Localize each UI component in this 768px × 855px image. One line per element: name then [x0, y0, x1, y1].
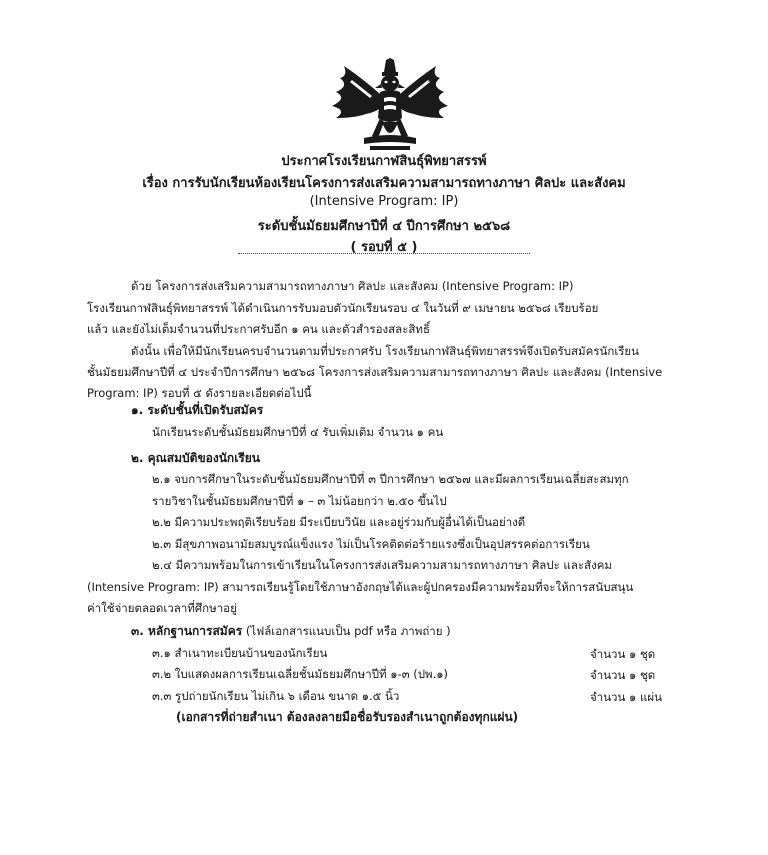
document-item: ๓.๑ สำเนาทะเบียนบ้านของนักเรียน — [152, 646, 328, 660]
qualification-2-1-line1: ๒.๑ จบการศึกษาในระดับชั้นมัธยมศึกษาปีที่ ๓ ปีการศึกษา ๒๕๖๗ และมีผลการเรียนเฉลี่ยสะสมทุก — [152, 472, 629, 486]
announcement-title: ประกาศโรงเรียนกาฬสินธุ์พิทยาสรรพ์ — [281, 154, 487, 169]
grade-level: ระดับชั้นมัธยมศึกษาปีที่ ๔ ปีการศึกษา ๒๕๖๘ — [257, 219, 511, 234]
intro-p2-line2: ชั้นมัธยมศึกษาปีที่ ๔ ประจำปีการศึกษา ๒๕๖๘ โครงการส่งเสริมความสามารถทางภาษา ศิลปะ และสังคม (Intensive — [87, 365, 663, 379]
document-item-qty: จำนวน ๑ ชุด — [590, 668, 656, 682]
certification-note: (เอกสารที่ถ่ายสำเนา ต้องลงลายมือชื่อรับรองสำเนาถูกต้องทุกแผ่น) — [176, 710, 519, 724]
dotted-divider — [238, 253, 530, 254]
announcement-subject: เรื่อง การรับนักเรียนห้องเรียนโครงการส่งเสริมความสามารถทางภาษา ศิลปะ และสังคม — [142, 176, 626, 191]
qualification-2-3: ๒.๓ มีสุขภาพอนามัยสมบูรณ์แข็งแรง ไม่เป็นโรคติดต่อร้ายแรงซึ่งเป็นอุปสรรคต่อการเรียน — [152, 537, 590, 551]
garuda-emblem-icon — [326, 58, 454, 152]
intro-p1-line2: โรงเรียนกาฬสินธุ์พิทยาสรรพ์ ได้ดำเนินการรับมอบตัวนักเรียนรอบ ๔ ในวันที่ ๙ เมษายน ๒๕๖๘ เรียบร้อย — [87, 301, 599, 315]
qualification-2-4-line1: ๒.๔ มีความพร้อมในการเข้าเรียนในโครงการส่งเสริมความสามารถทางภาษา ศิลปะ และสังคม — [152, 558, 612, 572]
document-item: ๓.๓ รูปถ่ายนักเรียน ไม่เกิน ๖ เดือน ขนาด ๑.๕ นิ้ว — [152, 689, 400, 703]
intro-p2-line1: ดังนั้น เพื่อให้มีนักเรียนครบจำนวนตามที่ประกาศรับ โรงเรียนกาฬสินธุ์พิทยาสรรพ์จึงเปิดรับสมัครนักเรียน — [131, 344, 640, 358]
section3-heading-note: (ไฟล์เอกสารแนบเป็น pdf หรือ ภาพถ่าย ) — [242, 624, 451, 638]
round-number: ( รอบที่ ๕ ) — [350, 240, 418, 255]
intro-p1-line1: ด้วย โครงการส่งเสริมความสามารถทางภาษา ศิลปะ และสังคม (Intensive Program: IP) — [131, 279, 574, 293]
document-item-qty: จำนวน ๑ แผ่น — [590, 690, 662, 704]
qualification-2-4-line3: ค่าใช้จ่ายตลอดเวลาที่ศึกษาอยู่ — [87, 601, 237, 615]
intro-p2-line3: Program: IP) รอบที่ ๕ ดังรายละเอียดต่อไปนี้ — [87, 386, 312, 400]
qualification-2-1-line2: รายวิชาในชั้นมัธยมศึกษาปีที่ ๑ – ๓ ไม่น้อยกว่า ๒.๕๐ ขึ้นไป — [152, 494, 447, 508]
section3-heading: ๓. หลักฐานการสมัคร — [131, 624, 243, 638]
document-item: ๓.๒ ใบแสดงผลการเรียนเฉลี่ยชั้นมัธยมศึกษาปีที่ ๑-๓ (ปพ.๑) — [152, 667, 449, 681]
section1-heading: ๑. ระดับชั้นที่เปิดรับสมัคร — [131, 403, 264, 417]
section3-heading-row — [131, 624, 451, 638]
program-name: (Intensive Program: IP) — [309, 194, 459, 209]
section1-text: นักเรียนระดับชั้นมัธยมศึกษาปีที่ ๔ รับเพิ่มเติม จำนวน ๑ คน — [152, 425, 444, 439]
qualification-2-4-line2: (Intensive Program: IP) สามารถเรียนรู้โดยใช้ภาษาอังกฤษได้และผู้ปกครองมีความพร้อมที่จะให้การสนับสนุน — [87, 580, 634, 594]
section2-heading: ๒. คุณสมบัติของนักเรียน — [131, 451, 260, 465]
document-item-qty: จำนวน ๑ ชุด — [590, 647, 656, 661]
qualification-2-2: ๒.๒ มีความประพฤติเรียบร้อย มีระเบียบวินัย และอยู่ร่วมกับผู้อื่นได้เป็นอย่างดี — [152, 515, 526, 529]
intro-p1-line3: แล้ว และยังไม่เต็มจำนวนที่ประกาศรับอีก ๑ คน และตัวสำรองสละสิทธิ์ — [87, 322, 431, 336]
